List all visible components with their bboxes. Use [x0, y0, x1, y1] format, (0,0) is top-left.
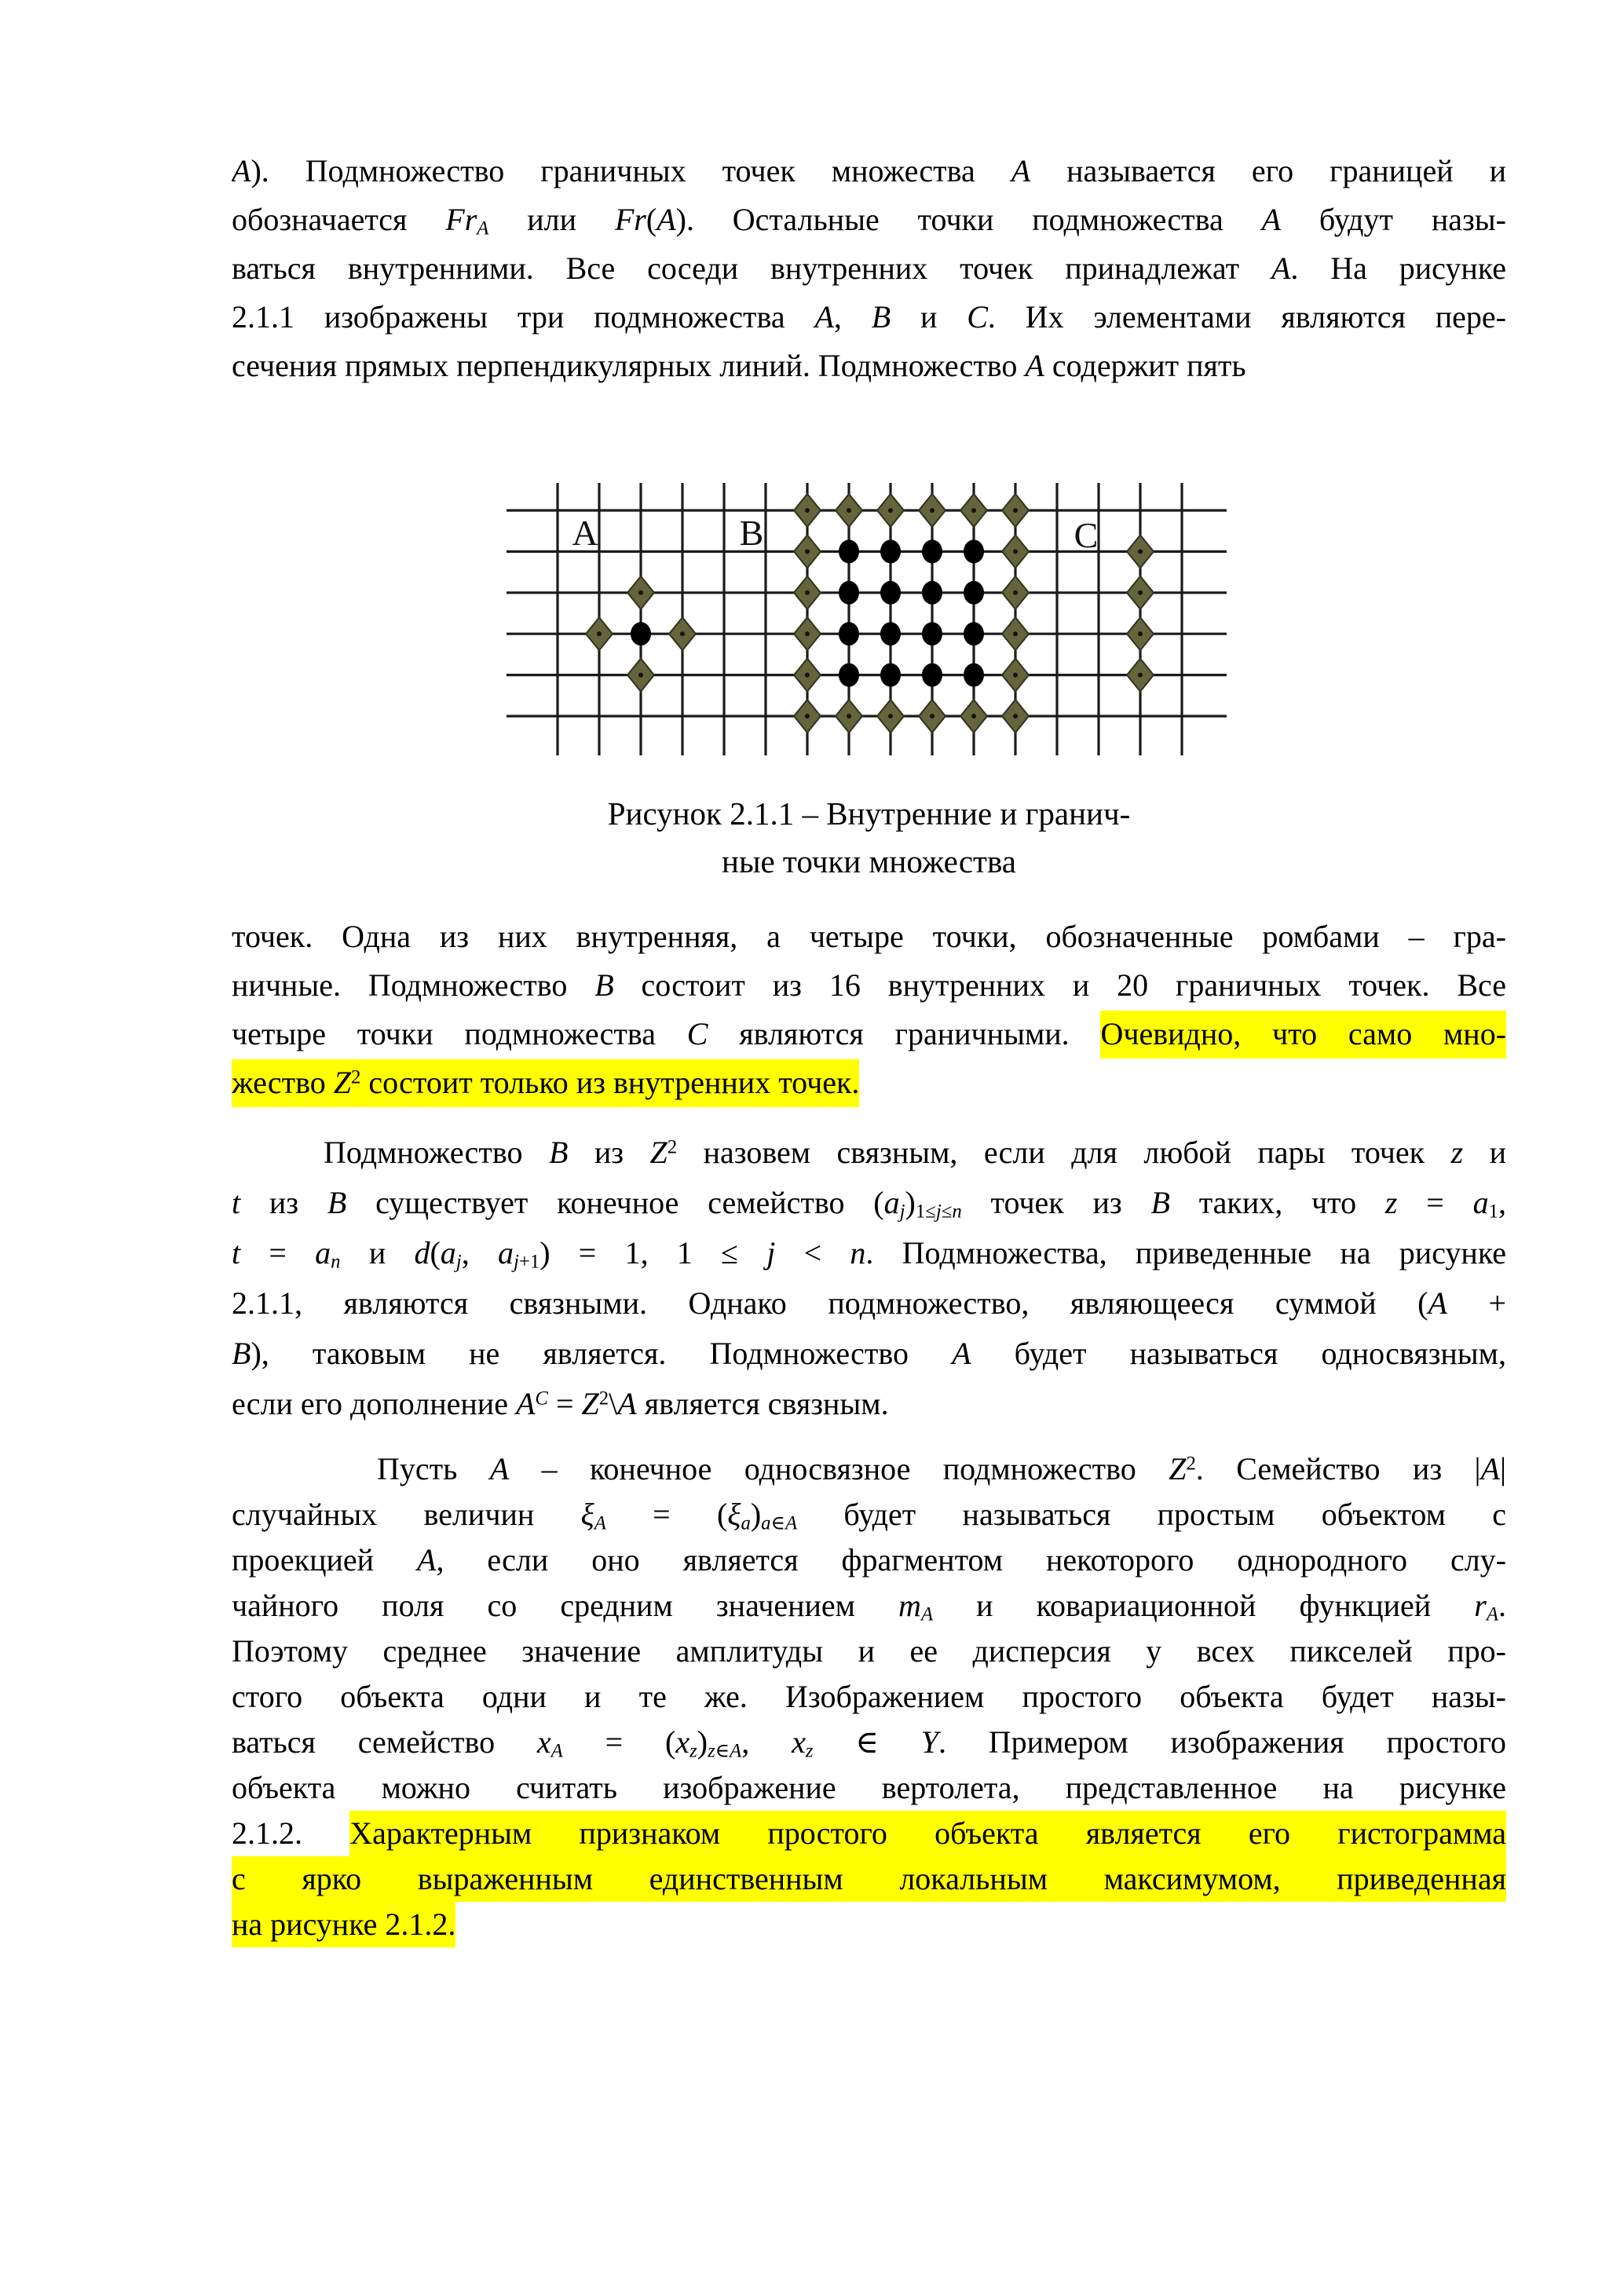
diamond-center-dot: [805, 631, 810, 636]
set-label-A: A: [572, 513, 598, 553]
diamond-center-dot: [805, 590, 810, 595]
diamond-center-dot: [1013, 673, 1018, 678]
diamond-center-dot: [1013, 714, 1018, 718]
set-label-B: B: [739, 513, 764, 553]
diamond-center-dot: [1138, 631, 1143, 636]
paragraph-2: [232, 912, 1506, 1107]
text-line: четыре точки подмножества C являются граничными. Очевидно, что само мно-: [232, 1010, 1506, 1058]
diamond-center-dot: [1013, 631, 1018, 636]
diamond-center-dot: [847, 508, 851, 513]
text-line: Поэтому среднее значение амплитуды и ее дисперсия у всех пикселей про-: [232, 1633, 1506, 1669]
diamond-center-dot: [888, 508, 893, 513]
figure-caption-line-2: ные точки множества: [722, 843, 1016, 879]
interior-point-dot: [964, 539, 984, 563]
text-line: сечения прямых перпендикулярных линий. Подмножество A содержит пять: [232, 348, 1246, 383]
interior-point-dot: [880, 622, 901, 645]
paragraph-3: [232, 1128, 1506, 1429]
text-line: Подмножество B из $Z^2$ назовем связным, если для любой пары точек z и: [324, 1135, 1506, 1170]
diamond-center-dot: [805, 673, 810, 678]
interior-point-dot: [631, 622, 651, 645]
figure-caption-line-1: Рисунок 2.1.1 – Внутренние и гранич-: [607, 795, 1131, 832]
diamond-center-dot: [805, 549, 810, 554]
text-line: ваться внутренними. Все соседи внутренних точек принадлежат A. На рисунке: [232, 250, 1506, 286]
diamond-center-dot: [638, 673, 643, 678]
text-line: стого объекта одни и те же. Изображением простого объекта будет назы-: [232, 1679, 1506, 1714]
diamond-center-dot: [888, 714, 893, 718]
text-line: ничные. Подмножество B состоит из 16 внутренних и 20 граничных точек. Все: [232, 967, 1506, 1003]
diamond-center-dot: [1013, 590, 1018, 595]
text-line: если его дополнение $A^C$ = $Z^2\backslash A$ является связным.: [232, 1386, 889, 1421]
diamond-center-dot: [971, 508, 976, 513]
interior-point-dot: [964, 581, 984, 605]
interior-point-dot: [880, 581, 901, 605]
diamond-center-dot: [638, 590, 643, 595]
text-line: с ярко выраженным единственным локальным максимумом, приведенная: [232, 1856, 1506, 1902]
paragraph-1: [232, 147, 1506, 390]
interior-point-dot: [964, 622, 984, 645]
interior-point-dot: [839, 622, 859, 645]
text-line: 2.1.1 изображены три подмножества A, B и C. Их элементами являются пере-: [232, 299, 1506, 335]
interior-point-dot: [839, 581, 859, 605]
text-line: на рисунке 2.1.2.: [232, 1902, 1506, 1947]
diamond-center-dot: [1013, 508, 1018, 513]
text-line: B), таковым не является. Подмножество A будет называться односвязным,: [232, 1336, 1506, 1371]
diamond-center-dot: [680, 631, 685, 636]
diamond-center-dot: [930, 714, 935, 718]
interior-point-dot: [922, 581, 942, 605]
text-line: объекта можно считать изображение вертолета, представленное на рисунке: [232, 1770, 1506, 1805]
text-line: ваться семейство $x_A = (x_z)_{z\in A}$, $x_z$ ∈ Y. Примером изображения простого: [232, 1724, 1506, 1762]
diamond-center-dot: [1013, 549, 1018, 554]
diamond-center-dot: [1138, 549, 1143, 554]
text-line: чайного поля со средним значением $m_A$ и ковариационной функцией $r_A$.: [232, 1588, 1506, 1625]
interior-point-dot: [880, 664, 901, 687]
lattice-diagram: [495, 467, 1241, 770]
figure-2-1-1: [495, 467, 1241, 770]
figure-caption: [232, 790, 1506, 886]
interior-point-dot: [839, 664, 859, 687]
text-line: обозначается $Fr_A$ или Fr(A). Остальные точки подмножества A будут назы-: [232, 202, 1506, 239]
diamond-center-dot: [1138, 590, 1143, 595]
set-label-C: C: [1074, 515, 1099, 555]
text-line: 2.1.2. Характерным признаком простого объекта является его гистограмма: [232, 1811, 1506, 1856]
text-line: точек. Одна из них внутренняя, а четыре точки, обозначенные ромбами – гра-: [232, 919, 1506, 954]
text-line: случайных величин $\xi_A = (\xi_a)_{a\in A}$ будет называться простым объектом с: [232, 1497, 1506, 1534]
text-line: t из B существует конечное семейство $(a_j)_{1\le j\le n}$ точек из B таких, что $z = a_1$,: [232, 1185, 1506, 1223]
interior-point-dot: [964, 664, 984, 687]
paragraph-4: [232, 1446, 1506, 1947]
interior-point-dot: [922, 622, 942, 645]
diamond-center-dot: [1138, 673, 1143, 678]
interior-point-dot: [922, 664, 942, 687]
diamond-center-dot: [971, 714, 976, 718]
text-line: A). Подмножество граничных точек множества A называется его границей и: [232, 153, 1506, 188]
interior-point-dot: [839, 539, 859, 563]
text-line: жество $Z^2$ состоит только из внутренних точек.: [232, 1058, 1506, 1107]
diamond-center-dot: [930, 508, 935, 513]
text-line: проекцией A, если оно является фрагментом некоторого однородного слу-: [232, 1542, 1506, 1578]
diamond-center-dot: [805, 508, 810, 513]
interior-point-dot: [922, 539, 942, 563]
text-line: 2.1.1, являются связными. Однако подмножество, являющееся суммой (A +: [232, 1285, 1506, 1321]
text-line: Пусть A – конечное односвязное подмножество $Z^2$. Семейство из |A|: [377, 1451, 1506, 1486]
diamond-center-dot: [847, 714, 851, 718]
diamond-center-dot: [597, 631, 602, 636]
diamond-center-dot: [805, 714, 810, 718]
interior-point-dot: [880, 539, 901, 563]
text-line: $t = a_n$ и $d(a_j$, $a_{j+1}) = 1$, 1 ≤ j < n. Подмножества, приведенные на рисунке: [232, 1235, 1506, 1273]
